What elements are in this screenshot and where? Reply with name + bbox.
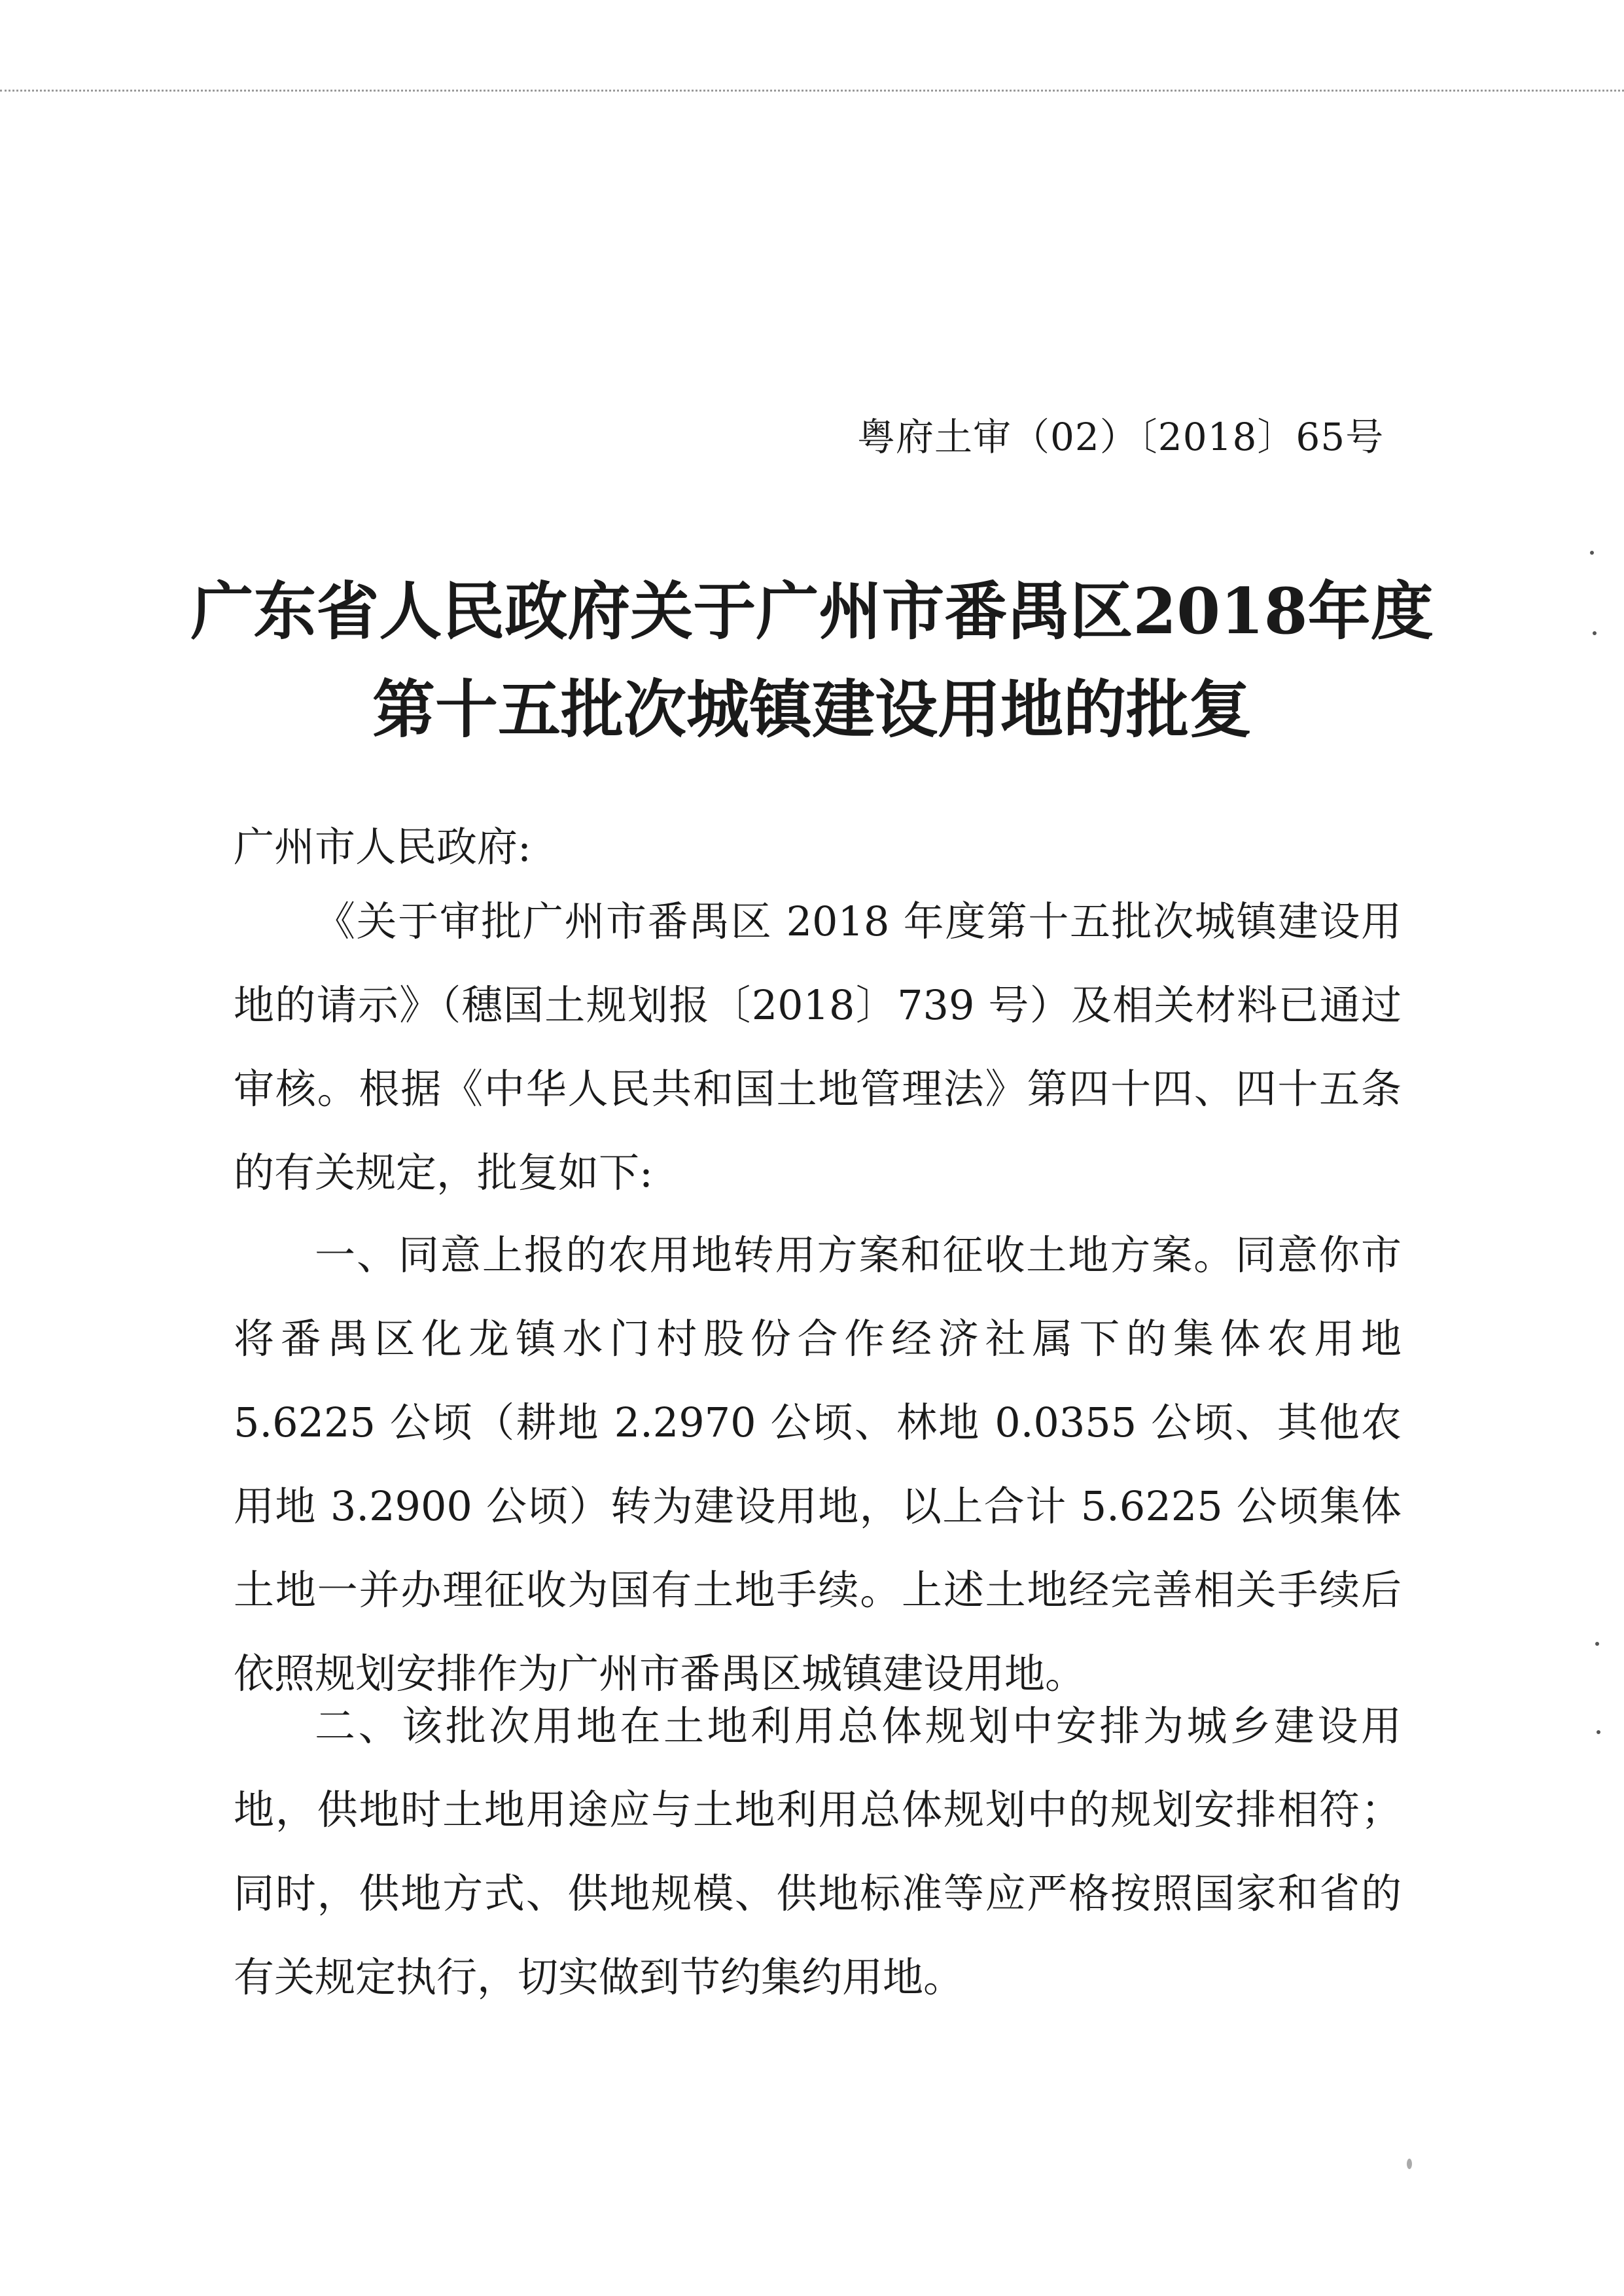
addressee: 广州市人民政府: (234, 823, 531, 871)
document-number: 粤府土审（02）〔2018〕65号 (857, 415, 1385, 459)
paragraph-3-text: 二、该批次用地在土地利用总体规划中安排为城乡建设用地，供地时土地用途应与土地利用总体规划中的规划安排相符；同时，供地方式、供地规模、供地标准等应严格按照国家和省的有关规定执行，切实做到节约集约用地。 (234, 1702, 1402, 2001)
title-line-1: 广东省人民政府关于广州市番禺区2018年度 (190, 574, 1434, 648)
paragraph-1-text: 《关于审批广州市番禺区 2018 年度第十五批次城镇建设用地的请示》（穗国土规划报〔2018〕739 号）及相关材料已通过审核。根据《中华人民共和国土地管理法》第四十四、四十五条的有关规定，批复如下: (234, 897, 1402, 1196)
scan-speck (1597, 1730, 1600, 1734)
scan-speck (1595, 1642, 1599, 1646)
scan-speck (1590, 551, 1594, 555)
paragraph-approval-item-1 (234, 1213, 1402, 1716)
scan-speck (1407, 2159, 1412, 2169)
scan-border-line (0, 90, 1624, 92)
document-title (131, 563, 1493, 759)
paragraph-approval-item-2 (234, 1684, 1402, 2019)
paragraph-request (234, 880, 1402, 1215)
scan-speck (1593, 631, 1597, 635)
title-line-2: 第十五批次城镇建设用地的批复 (372, 672, 1252, 746)
paragraph-2-text: 一、同意上报的农用地转用方案和征收土地方案。同意你市将番禺区化龙镇水门村股份合作经济社属下的集体农用地 5.6225 公顷（耕地 2.2970 公顷、林地 0.0355 公顷、其他农用地 3.2900 公顷）转为建设用地，以上合计 5.6225 公顷集体土地一并办理征收为国有土地手续。上述土地经完善相关手续后依照规划安排作为广州市番禺区城镇建设用地。 (234, 1231, 1402, 1697)
